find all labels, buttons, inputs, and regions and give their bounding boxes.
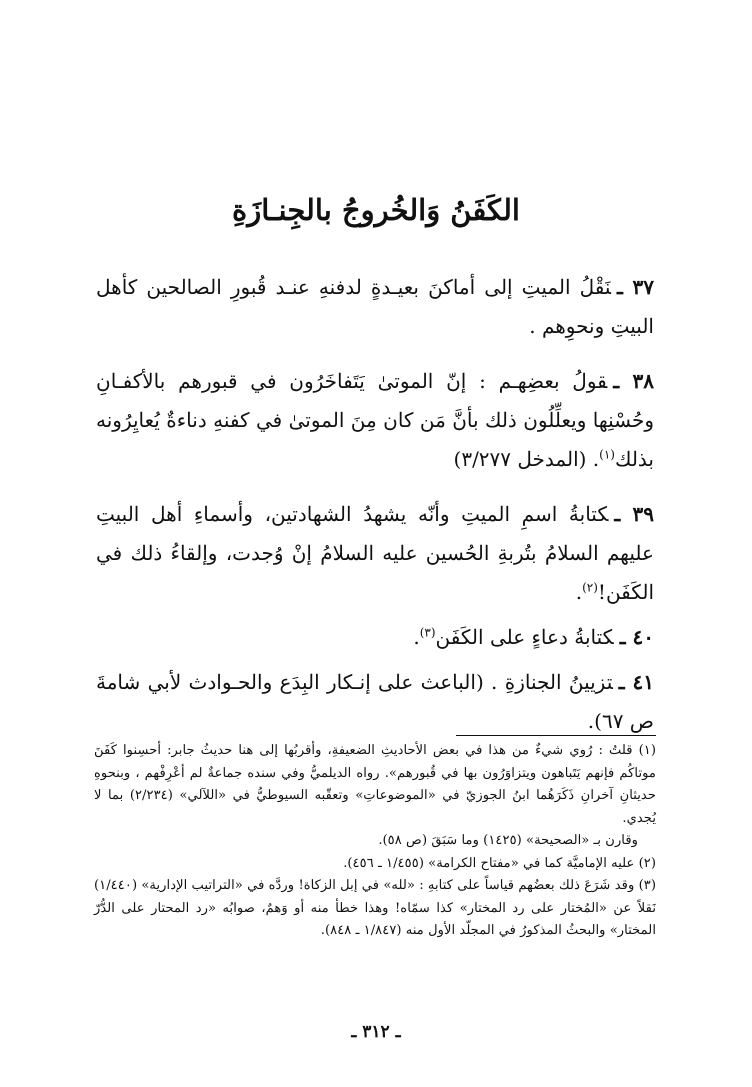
item-text: تزيينُ الجنازةِ . (الباعث على إنـكار البِدَع والحـوادث لأبي شامةَ ص ٦٧). [96, 670, 654, 733]
page-number: ـ ٣١٢ ـ [351, 1022, 401, 1042]
item-text: كتابةُ اسمِ الميتِ وأنّه يشهدُ الشهادتين، وأسماءِ أهل البيتِ عليهم السلامُ بتُربةِ الحُسين عليه السلامُ إنْ وُجدت، وإلقاءُ ذلك في الكَفَن! [96, 502, 654, 604]
item-text-after: . (المدخل ٣/٢٧٧) [453, 447, 600, 471]
item-number: ٣٨ ـ [613, 369, 654, 393]
item-number: ٣٩ ـ [614, 502, 654, 526]
chapter-title: الكَفَنُ وَالخُروجُ بالجِنـازَةِ [232, 193, 520, 227]
item-39 [96, 495, 654, 612]
footnote-1-continued: وقارن بـ «الصحيحة» (١٤٢٥) وما سَبَقَ (ص ٥٨). [378, 833, 638, 848]
item-text: كتابةُ دعاءٍ على الكَفَن [435, 625, 614, 649]
item-41 [96, 663, 654, 741]
item-text-after: . [413, 625, 420, 649]
item-38 [96, 362, 654, 479]
footnote-ref[interactable]: (١) [599, 447, 615, 462]
item-text: قولُ بعضِهـم : إنّ الموتىٰ يَتَفاخَرُون في قبورهم بالأكفـانِ وحُسْنِها ويعلِّلُون ذلك بأنَّ مَن كان مِنَ الموتىٰ في كفنهِ دناءةٌ يُعايِرُونه بذلك [96, 369, 654, 471]
footnote-ref[interactable]: (٢) [582, 580, 598, 595]
item-number: ٣٧ ـ [616, 275, 655, 299]
footnote-1: (١) قلتُ : رُوي شيءٌ من هذا في بعض الأحاديثِ الضعيفةِ، وأقربُها إلى هنا حديثُ جابر: أحسِنوا كَفَنَ موتاكُم فإنهم يَتَباهون ويتزاوَرُون بها في قُبورهم». رواه الديلميُّ وفي سنده جماعةٌ لم أعْرِفْهم ، وبنحوهِ حديثانِ آخرانِ ذَكَرَهُما ابنُ الجوزيّ في «الموضوعاتِ» وتعقّبه السيوطيُّ في «اللآلي» (٢/٢٣٤) بما لا يُجدي. [94, 743, 656, 826]
footnote-2: (٢) عليه الإماميَّة كما في «مفتاح الكرامة» (١/٤٥٥ ـ ٤٥٦). [343, 855, 656, 871]
item-text-after: . [575, 580, 583, 604]
item-number: ٤٠ ـ [619, 625, 654, 649]
main-text [96, 268, 654, 757]
footnote-divider [456, 735, 656, 736]
item-37 [96, 268, 654, 346]
footnote-ref[interactable]: (٣) [419, 625, 436, 640]
footnote-3: (٣) وقد شَرَعَ ذلك بعضُهم قياساً على كتابهِ : «لله» في إبل الزكاة! وردَّه في «التراتيب الإدارية» (١/٤٤٠) نَقلاً عن «المُختار على رد المختار» كذا سمّاه! وهذا خطأ منه أو وَهمٌ، صوابُه «رد المحتار على الدُّرّ المختار» والبحثُ المذكورُ في المجلّد الأول منه (١/٨٤٧ ـ ٨٤٨). [94, 878, 656, 938]
item-40 [96, 618, 654, 657]
item-text: نَقْلُ الميتِ إلى أماكنَ بعيـدةٍ لدفنهِ عنـد قُبورِ الصالحين كأهل البيتِ ونحوِهم . [96, 275, 654, 338]
footnotes [94, 740, 656, 943]
item-number: ٤١ ـ [618, 670, 655, 694]
